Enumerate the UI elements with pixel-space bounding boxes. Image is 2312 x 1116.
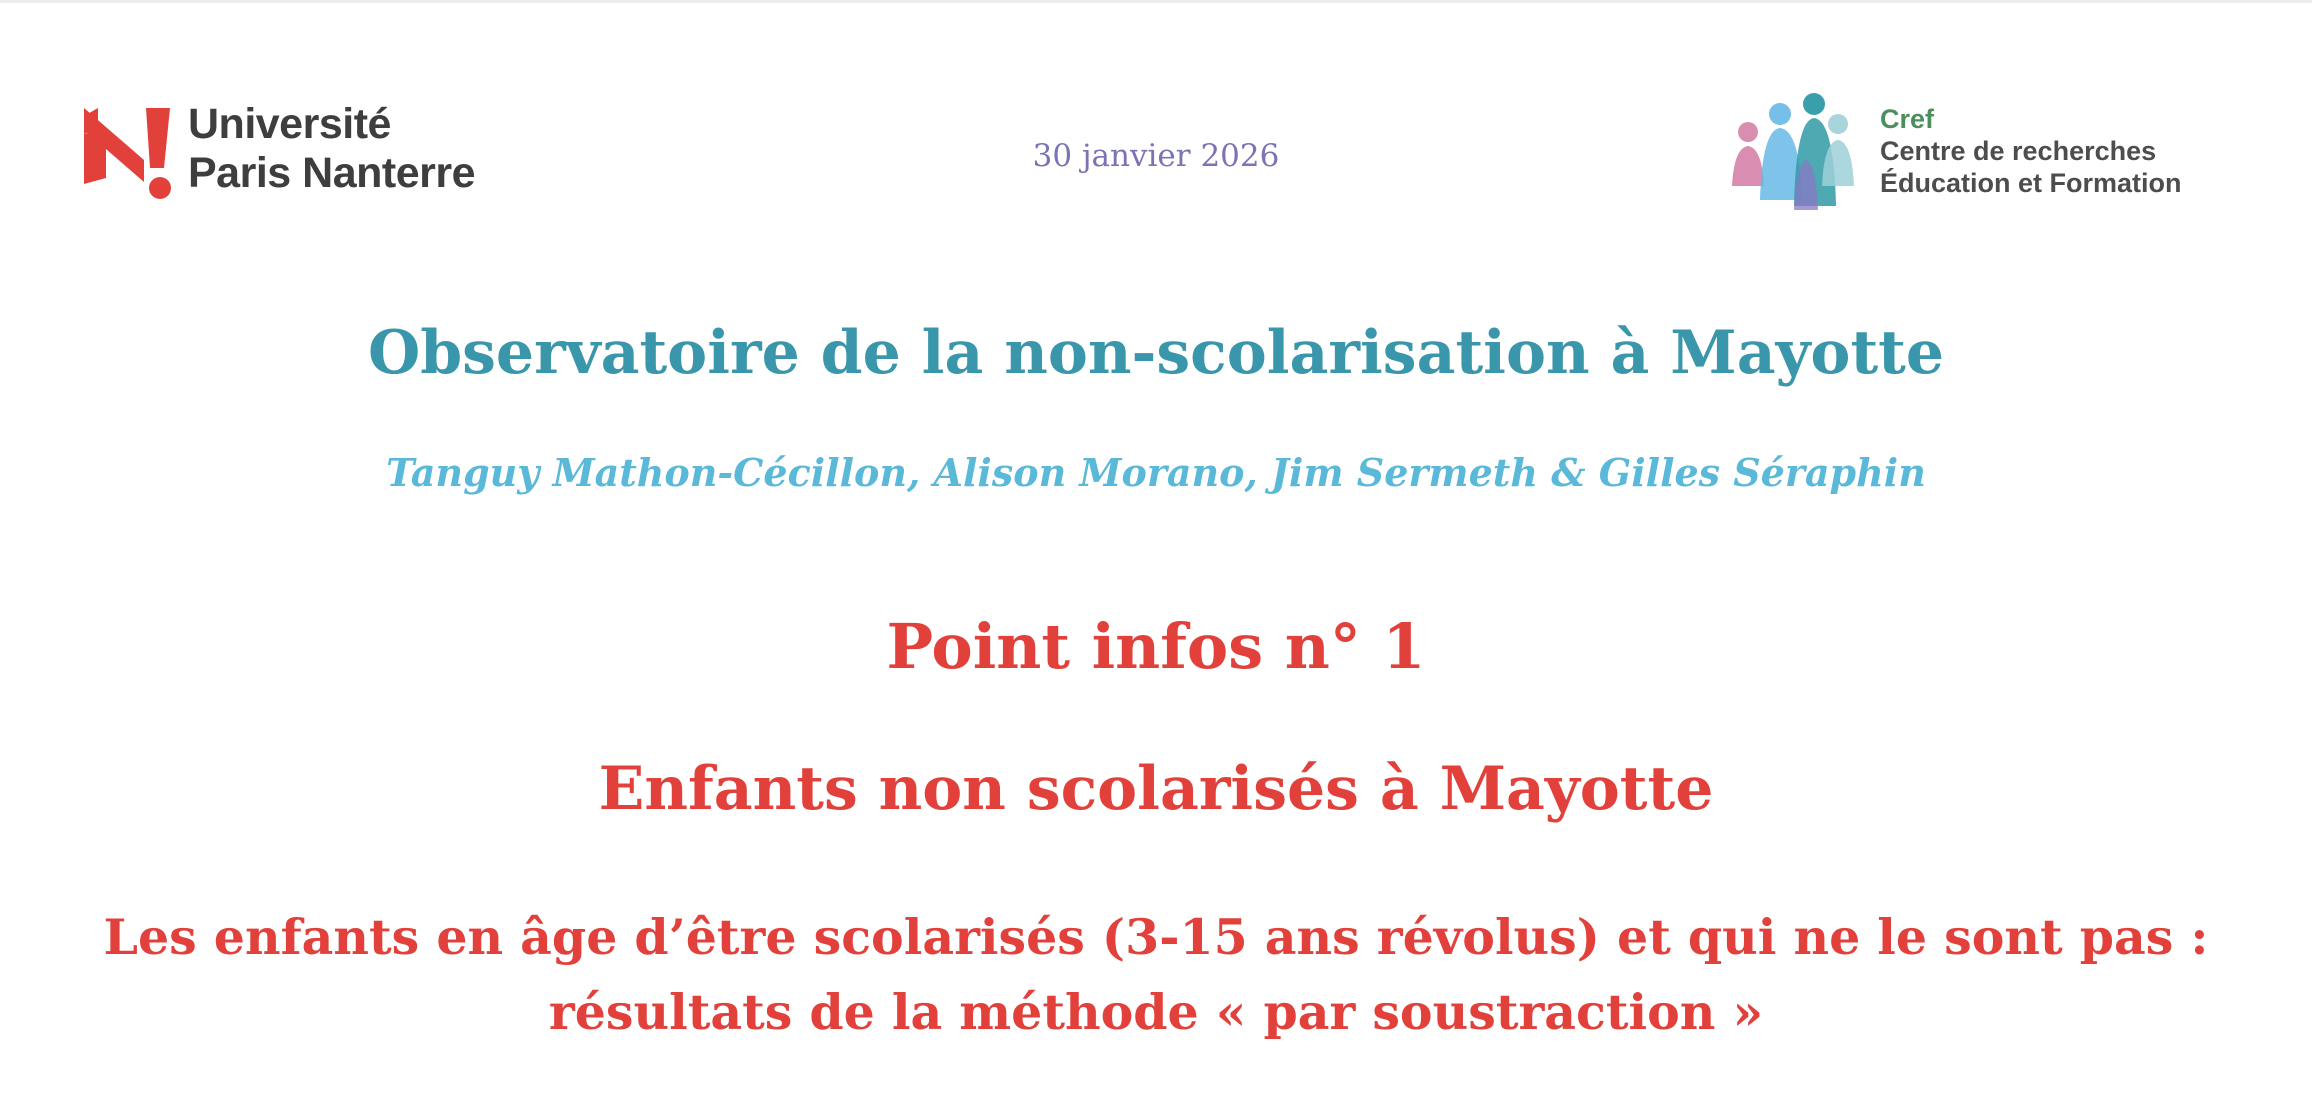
nanterre-logo-icon [84, 106, 176, 202]
series-label: Point infos n° 1 [886, 610, 1426, 683]
document-description [0, 900, 2312, 1050]
description-line1: Les enfants en âge d’être scolarisés (3-15 ans révolus) et qui ne le sont pas : [103, 908, 2209, 966]
cref-people-logo-icon [1724, 90, 1864, 214]
description-line2: résultats de la méthode « par soustraction » [548, 983, 1764, 1041]
university-name-line2: Paris Nanterre [188, 149, 475, 197]
university-name [188, 100, 475, 198]
document-date: 30 janvier 2026 [1032, 138, 1280, 174]
lab-logo [1724, 90, 2264, 220]
document-subject: Enfants non scolarisés à Mayotte [598, 754, 1714, 824]
lab-acronym: Cref [1880, 104, 1935, 134]
lab-name-line1: Centre de recherches [1880, 136, 2157, 166]
university-name-line1: Université [188, 100, 391, 148]
page-header [0, 0, 2312, 240]
university-logo [84, 100, 544, 210]
document-authors: Tanguy Mathon-Cécillon, Alison Morano, Jim Sermeth & Gilles Séraphin [386, 450, 1926, 495]
lab-name-line2: Éducation et Formation [1880, 168, 2182, 198]
document-title: Observatoire de la non-scolarisation à Mayotte [367, 318, 1945, 388]
